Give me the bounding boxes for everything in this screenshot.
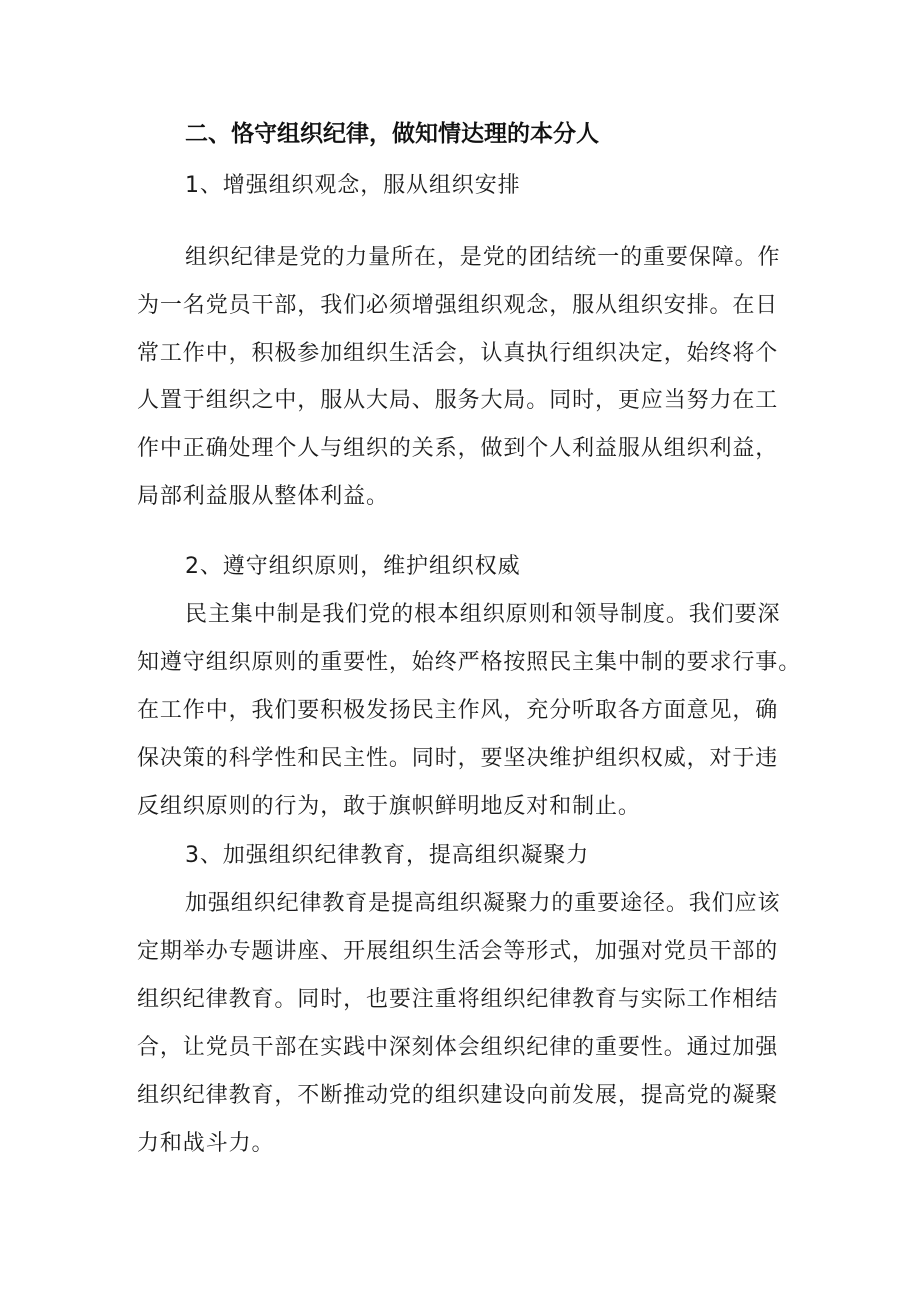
paragraph-line: 保决策的科学性和民主性。同时，要坚决维护组织权威，对于违 [137, 746, 779, 771]
paragraph-line: 合，让党员干部在实践中深刻体会组织纪律的重要性。通过加强 [137, 1035, 779, 1060]
paragraph-line: 反组织原则的行为，敢于旗帜鲜明地反对和制止。 [137, 794, 641, 819]
subsection-title-3: 3、加强组织纪律教育，提高组织凝聚力 [185, 843, 590, 868]
subsection-title-2: 2、遵守组织原则，维护组织权威 [185, 554, 521, 579]
paragraph-line: 作中正确处理个人与组织的关系，做到个人利益服从组织利益， [137, 436, 779, 461]
paragraph-line: 民主集中制是我们党的根本组织原则和领导制度。我们要深 [185, 602, 781, 627]
paragraph-line: 为一名党员干部，我们必须增强组织观念，服从组织安排。在日 [137, 293, 779, 318]
paragraph-line: 组织纪律教育，不断推动党的组织建设向前发展，提高党的凝聚 [137, 1083, 779, 1108]
paragraph-line: 常工作中，积极参加组织生活会，认真执行组织决定，始终将个 [137, 341, 779, 366]
paragraph-line: 知遵守组织原则的重要性，始终严格按照民主集中制的要求行事。 [137, 650, 802, 675]
paragraph-line: 人置于组织之中，服从大局、服务大局。同时，更应当努力在工 [137, 388, 779, 413]
paragraph-line: 局部利益服从整体利益。 [137, 484, 389, 509]
subsection-title-1: 1、增强组织观念，服从组织安排 [185, 173, 521, 198]
paragraph-line: 定期举办专题讲座、开展组织生活会等形式，加强对党员干部的 [137, 939, 779, 964]
paragraph-line: 组织纪律是党的力量所在，是党的团结统一的重要保障。作 [185, 245, 781, 270]
section-heading: 二、恪守组织纪律，做知情达理的本分人 [185, 121, 599, 147]
paragraph-line: 力和战斗力。 [137, 1131, 275, 1156]
paragraph-line: 在工作中，我们要积极发扬民主作风，充分听取各方面意见，确 [137, 698, 779, 723]
paragraph-line: 加强组织纪律教育是提高组织凝聚力的重要途径。我们应该 [185, 891, 781, 916]
paragraph-line: 组织纪律教育。同时，也要注重将组织纪律教育与实际工作相结 [137, 987, 779, 1012]
